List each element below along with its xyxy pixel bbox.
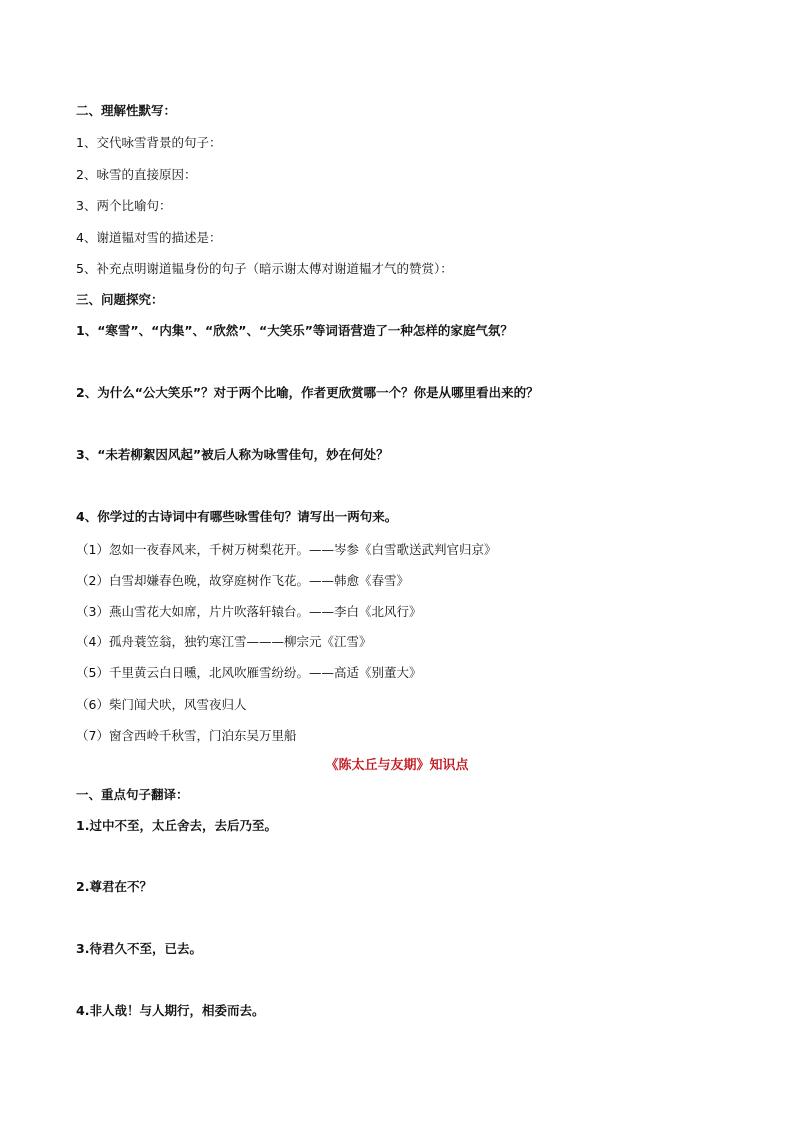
section-heading: 二、理解性默写： [76, 103, 177, 118]
poem-line: （3）燕山雪花大如席，片片吹落轩辕台。——李白《北风行》 [76, 604, 422, 619]
section-heading: 一、重点句子翻译： [76, 787, 189, 802]
translate-item: 2.尊君在不？ [76, 879, 152, 894]
section-heading: 三、问题探究： [76, 292, 164, 307]
poem-line: （5）千里黄云白日曛，北风吹雁雪纷纷。——高适《别董大》 [76, 665, 422, 680]
fill-item: 4、谢道韫对雪的描述是： [76, 230, 222, 245]
fill-item: 1、交代咏雪背景的句子： [76, 135, 222, 150]
poem-line: （7）窗含西岭千秋雪，门泊东吴万里船 [76, 728, 297, 743]
translate-item: 3.待君久不至，已去。 [76, 941, 202, 956]
translate-item: 1.过中不至，太丘舍去，去后乃至。 [76, 818, 277, 833]
fill-item: 3、两个比喻句： [76, 198, 172, 213]
poem-line: （1）忽如一夜春风来，千树万树梨花开。——岑参《白雪歌送武判官归京》 [76, 542, 497, 557]
question: 1、“寒雪”、“内集”、“欣然”、“大笑乐”等词语营造了一种怎样的家庭气氛？ [76, 323, 513, 338]
poem-line: （4）孤舟蓑笠翁，独钓寒江雪———柳宗元《江雪》 [76, 634, 372, 649]
question: 3、“未若柳絮因风起”被后人称为咏雪佳句，妙在何处？ [76, 447, 389, 462]
question: 4、你学过的古诗词中有哪些咏雪佳句？请写出一两句来。 [76, 509, 398, 524]
translate-item: 4.非人哉！与人期行，相委而去。 [76, 1003, 265, 1018]
poem-line: （6）柴门闻犬吠，风雪夜归人 [76, 697, 247, 712]
fill-item: 2、咏雪的直接原因： [76, 167, 197, 182]
section-title: 《陈太丘与友期》知识点 [325, 758, 469, 773]
poem-line: （2）白雪却嫌春色晚，故穿庭树作飞花。——韩愈《春雪》 [76, 573, 409, 588]
fill-item: 5、补充点明谢道韫身份的句子（暗示谢太傅对谢道韫才气的赞赏）： [76, 261, 453, 276]
question: 2、为什么“公大笑乐”？对于两个比喻，作者更欣赏哪一个？你是从哪里看出来的？ [76, 385, 539, 400]
